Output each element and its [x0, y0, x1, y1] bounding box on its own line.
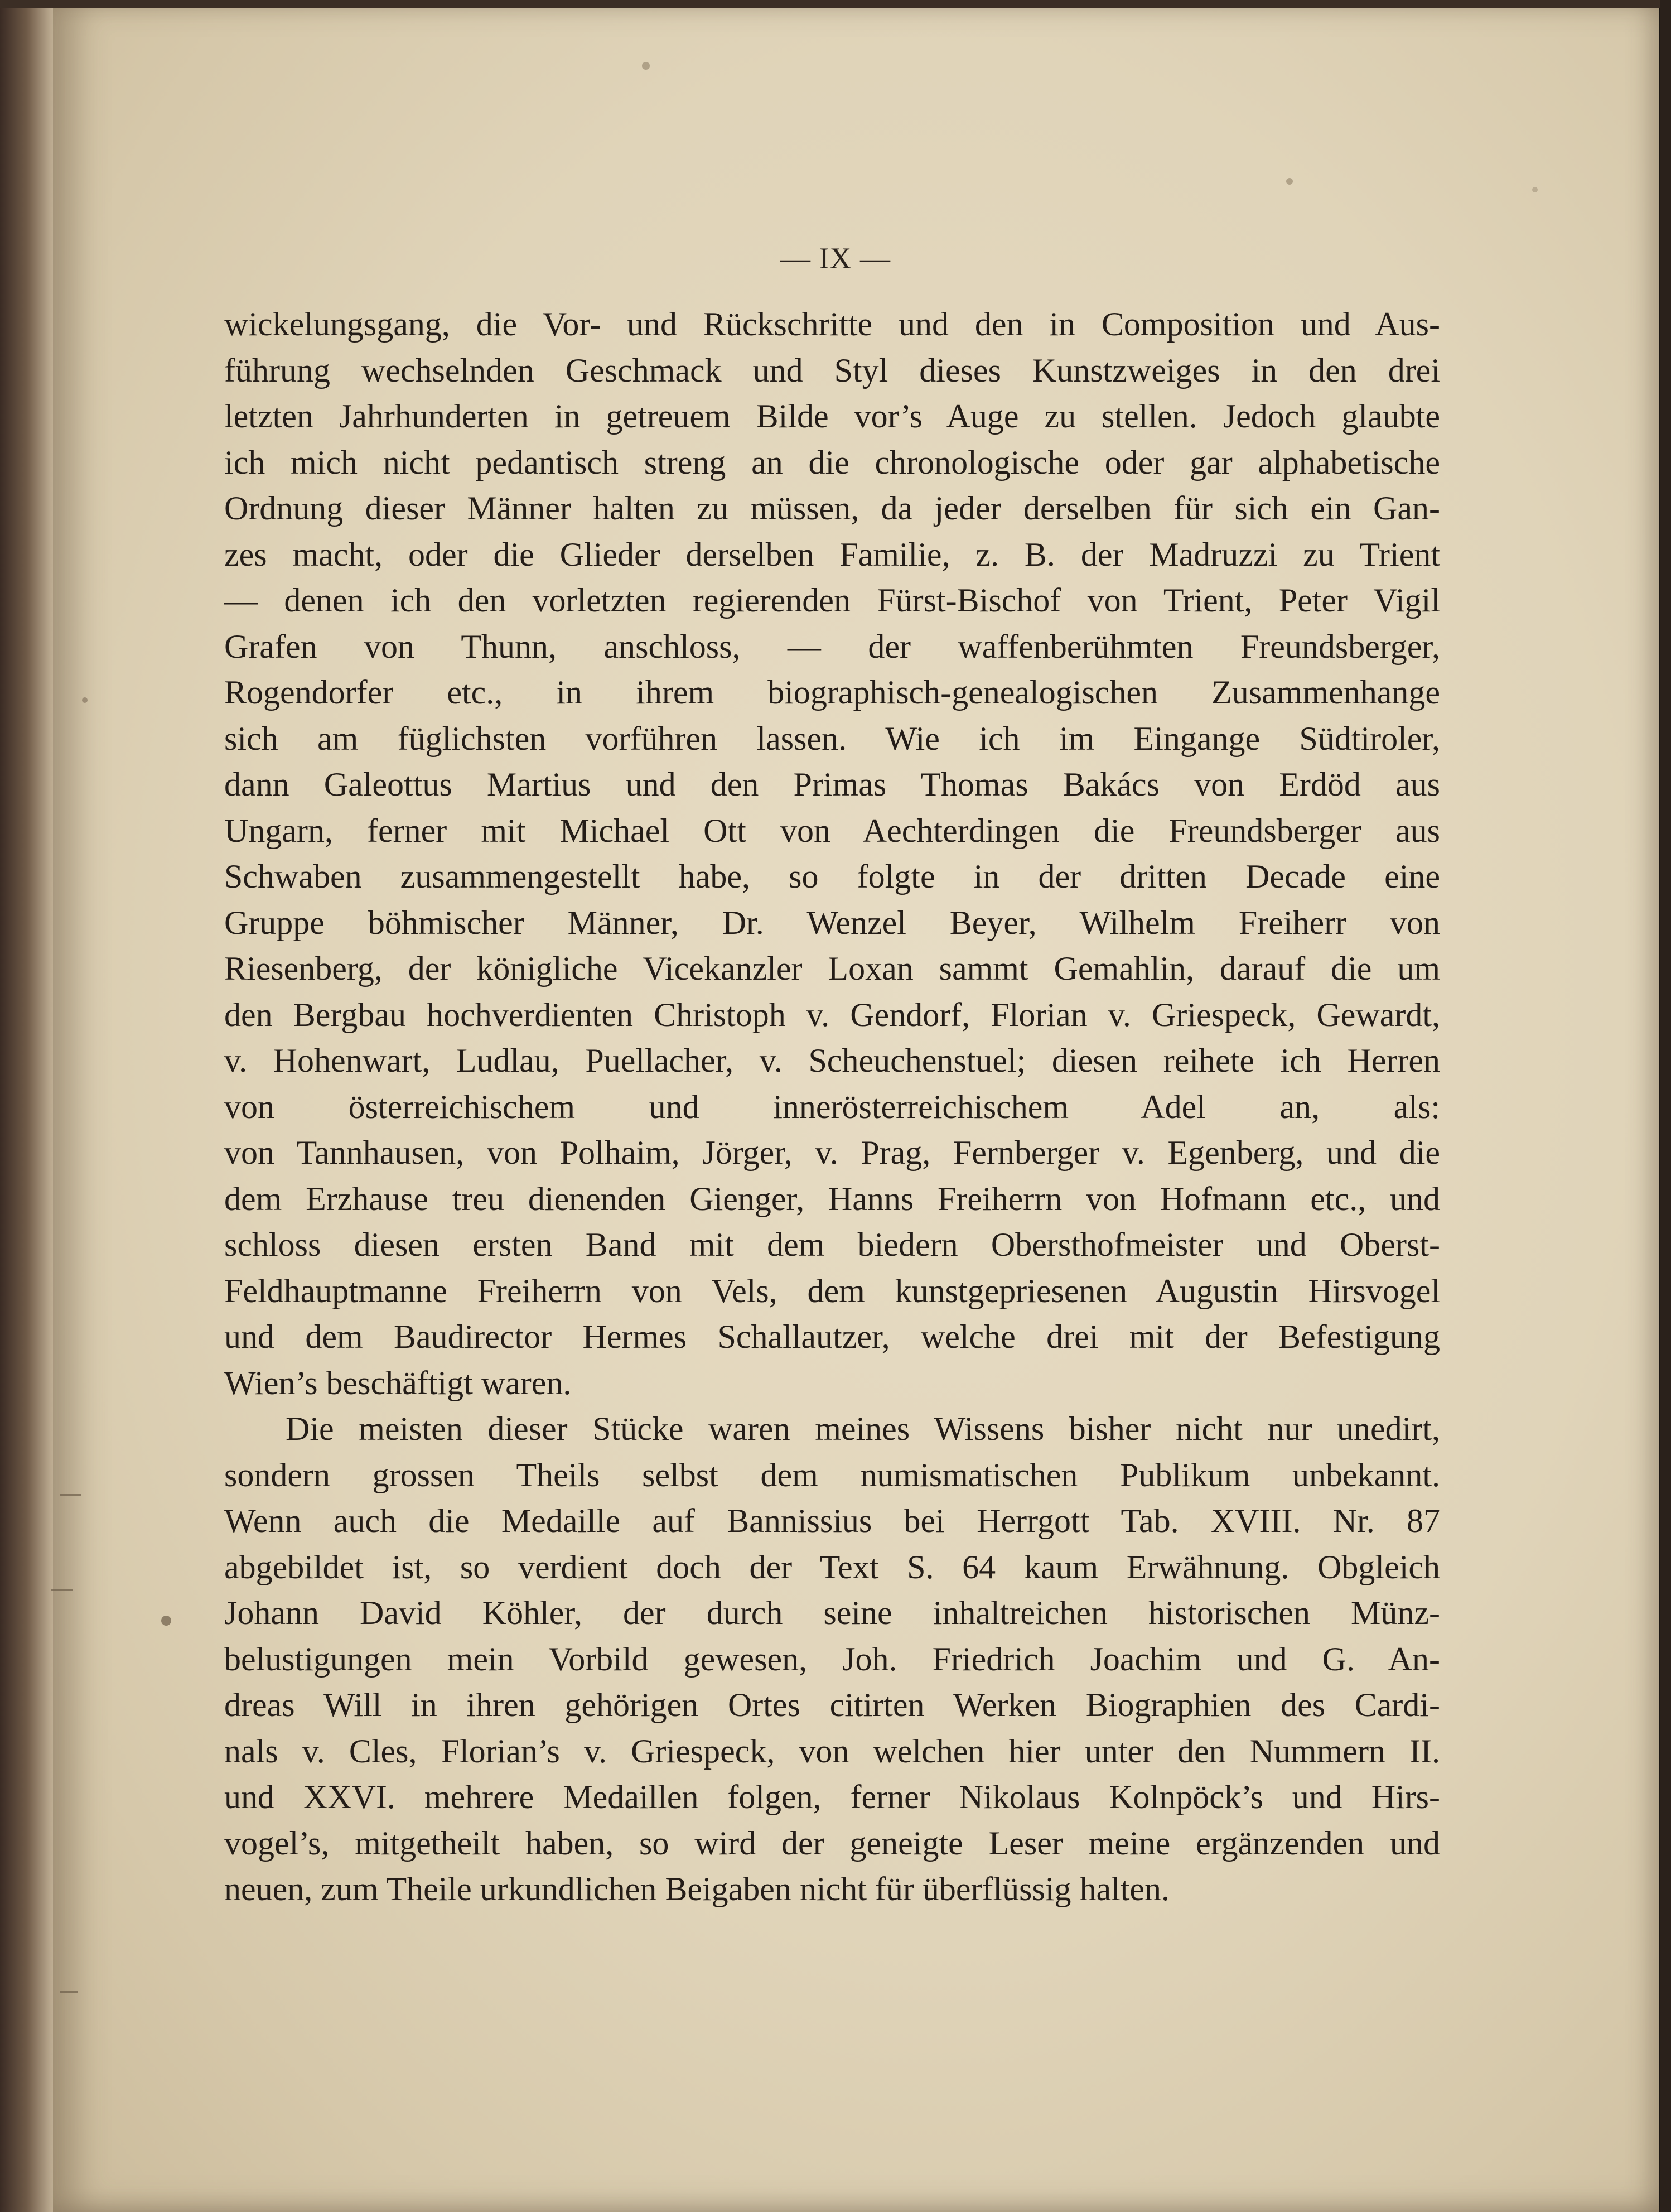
text-line: den Bergbau hochverdienten Christoph v. Gendorf, Florian v. Griespeck, Gewardt,	[224, 996, 1440, 1033]
text-line: vogel’s, mitgetheilt haben, so wird der geneigte Leser meine ergänzenden und	[224, 1824, 1440, 1862]
text-line: letzten Jahrhunderten in getreuem Bilde vor’s Auge zu stellen. Jedoch glaubte	[224, 398, 1440, 435]
text-line: zes macht, oder die Glieder derselben Familie, z. B. der Madruzzi zu Trient	[224, 536, 1440, 573]
text-line: Grafen von Thunn, anschloss, — der waffenberühmten Freundsberger,	[224, 628, 1440, 665]
text-line: Rogendorfer etc., in ihrem biographisch-genealogischen Zusammenhange	[224, 674, 1440, 711]
text-line: dreas Will in ihren gehörigen Ortes citirten Werken Biographien des Cardi-	[224, 1686, 1440, 1723]
text-line: von österreichischem und innerösterreichischem Adel an, als:	[224, 1088, 1440, 1125]
text-line: — denen ich den vorletzten regierenden Fürst-Bischof von Trient, Peter Vigil	[224, 582, 1440, 619]
text-line: Ungarn, ferner mit Michael Ott von Aechterdingen die Freundsberger aus	[224, 812, 1440, 849]
paragraph-2	[224, 1406, 1440, 1912]
text-line: Riesenberg, der königliche Vicekanzler Loxan sammt Gemahlin, darauf die um	[224, 950, 1440, 987]
text-line: von Tannhausen, von Polhaim, Jörger, v. Prag, Fernberger v. Egenberg, und die	[224, 1134, 1440, 1171]
text-line: schloss diesen ersten Band mit dem biedern Obersthofmeister und Oberst-	[224, 1226, 1440, 1263]
text-line: Wien’s beschäftigt waren.	[224, 1364, 572, 1401]
text-line: neuen, zum Theile urkundlichen Beigaben nicht für überflüssig halten.	[224, 1871, 1170, 1907]
text-line: v. Hohenwart, Ludlau, Puellacher, v. Scheuchenstuel; diesen reihete ich Herren	[224, 1042, 1440, 1079]
text-line: belustigungen mein Vorbild gewesen, Joh. Friedrich Joachim und G. An-	[224, 1640, 1440, 1678]
text-line: und XXVI. mehrere Medaillen folgen, ferner Nikolaus Kolnpöck’s und Hirs-	[224, 1779, 1440, 1815]
text-line: Wenn auch die Medaille auf Bannissius bei Herrgott Tab. XVIII. Nr. 87	[224, 1502, 1440, 1539]
paragraph-1	[224, 301, 1440, 1406]
text-line: wickelungsgang, die Vor- und Rückschritte und den in Composition und Aus-	[224, 306, 1440, 343]
text-line: Feldhauptmanne Freiherrn von Vels, dem kunstgepriesenen Augustin Hirsvogel	[224, 1272, 1440, 1309]
text-line: sich am füglichsten vorführen lassen. Wie ich im Eingange Südtiroler,	[224, 720, 1440, 757]
text-line: Die meisten dieser Stücke waren meines Wissens bisher nicht nur unedirt,	[286, 1410, 1440, 1447]
right-edge	[1660, 0, 1671, 2212]
text-line: nals v. Cles, Florian’s v. Griespeck, von welchen hier unter den Nummern II.	[224, 1732, 1440, 1770]
text-line: Schwaben zusammengestellt habe, so folgte in der dritten Decade eine	[224, 858, 1440, 895]
body-text	[224, 301, 1440, 1912]
text-line: sondern grossen Theils selbst dem numismatischen Publikum unbekannt.	[224, 1456, 1440, 1493]
text-line: führung wechselnden Geschmack und Styl dieses Kunstzweiges in den drei	[224, 351, 1440, 389]
text-line: abgebildet ist, so verdient doch der Text S. 64 kaum Erwähnung. Obgleich	[224, 1548, 1440, 1585]
top-edge	[0, 0, 1671, 8]
text-line: und dem Baudirector Hermes Schallautzer, welche drei mit der Befestigung	[224, 1318, 1440, 1355]
text-line: Gruppe böhmischer Männer, Dr. Wenzel Beyer, Wilhelm Freiherr von	[224, 904, 1440, 941]
text-line: Ordnung dieser Männer halten zu müssen, da jeder derselben für sich ein Gan-	[224, 490, 1440, 527]
text-line: ich mich nicht pedantisch streng an die chronologische oder gar alphabetische	[224, 444, 1440, 481]
page-number: — IX —	[780, 242, 891, 275]
text-line: Johann David Köhler, der durch seine inhaltreichen historischen Münz-	[224, 1594, 1440, 1631]
text-line: dem Erzhause treu dienenden Gienger, Hanns Freiherrn von Hofmann etc., und	[224, 1180, 1440, 1217]
text-line: dann Galeottus Martius und den Primas Thomas Bakács von Erdöd aus	[224, 766, 1440, 803]
